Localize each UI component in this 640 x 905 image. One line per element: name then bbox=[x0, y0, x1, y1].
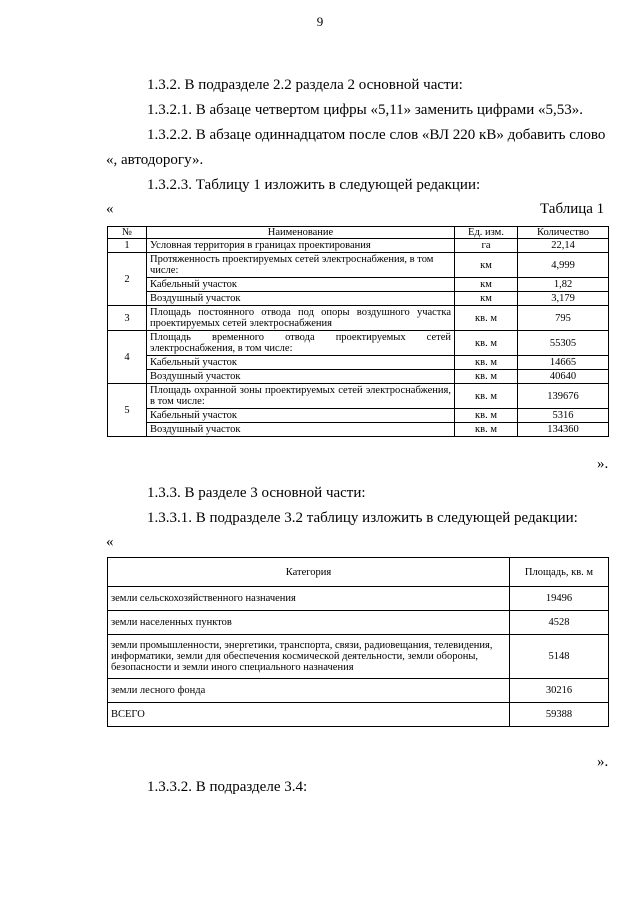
row-unit: га bbox=[455, 239, 518, 253]
table-row bbox=[108, 356, 609, 370]
table-row bbox=[108, 253, 609, 278]
row-area: 30216 bbox=[510, 679, 609, 703]
row-name: Площадь постоянного отвода под опоры воздушного участка проектируемых сетей электроснабжения bbox=[147, 306, 455, 331]
row-qty: 4,999 bbox=[518, 253, 609, 278]
row-unit: кв. м bbox=[455, 356, 518, 370]
row-category: ВСЕГО bbox=[108, 703, 510, 727]
table-row bbox=[108, 587, 609, 611]
header-num: № bbox=[108, 227, 147, 239]
paragraph-1-3-3: 1.3.3. В разделе 3 основной части: bbox=[147, 485, 366, 501]
row-num: 4 bbox=[108, 331, 147, 384]
row-unit: кв. м bbox=[455, 331, 518, 356]
table1-open-quote: « bbox=[106, 201, 114, 217]
table-row bbox=[108, 635, 609, 679]
row-category: земли населенных пунктов bbox=[108, 611, 510, 635]
row-qty: 3,179 bbox=[518, 292, 609, 306]
page-number: 9 bbox=[316, 14, 324, 29]
row-qty: 5316 bbox=[518, 409, 609, 423]
row-unit: кв. м bbox=[455, 384, 518, 409]
table-1 bbox=[107, 226, 609, 437]
paragraph-1-3-3-1: 1.3.3.1. В подразделе 3.2 таблицу изложить в следующей редакции: bbox=[147, 510, 578, 526]
table-row bbox=[108, 679, 609, 703]
row-qty: 22,14 bbox=[518, 239, 609, 253]
row-name: Кабельный участок bbox=[147, 278, 455, 292]
header-unit: Ед. изм. bbox=[455, 227, 518, 239]
row-name: Условная территория в границах проектирования bbox=[147, 239, 455, 253]
row-unit: км bbox=[455, 253, 518, 278]
row-qty: 1,82 bbox=[518, 278, 609, 292]
header-name: Наименование bbox=[147, 227, 455, 239]
row-name: Протяженность проектируемых сетей электроснабжения, в том числе: bbox=[147, 253, 455, 278]
table2-close-quote: ». bbox=[597, 754, 609, 770]
table1-close-quote: ». bbox=[597, 456, 609, 472]
row-unit: км bbox=[455, 292, 518, 306]
row-unit: кв. м bbox=[455, 370, 518, 384]
row-name: Воздушный участок bbox=[147, 370, 455, 384]
row-unit: кв. м bbox=[455, 423, 518, 437]
row-name: Воздушный участок bbox=[147, 423, 455, 437]
table-row bbox=[108, 384, 609, 409]
table-row bbox=[108, 331, 609, 356]
row-num: 1 bbox=[108, 239, 147, 253]
row-num: 2 bbox=[108, 253, 147, 306]
paragraph-1-3-2-3: 1.3.2.3. Таблицу 1 изложить в следующей редакции: bbox=[147, 177, 481, 193]
row-area: 19496 bbox=[510, 587, 609, 611]
row-qty: 795 bbox=[518, 306, 609, 331]
table-header-row bbox=[108, 227, 609, 239]
row-num: 5 bbox=[108, 384, 147, 437]
row-area: 59388 bbox=[510, 703, 609, 727]
row-area: 4528 bbox=[510, 611, 609, 635]
row-name: Кабельный участок bbox=[147, 356, 455, 370]
row-unit: кв. м bbox=[455, 409, 518, 423]
row-name: Площадь охранной зоны проектируемых сетей электроснабжения, в том числе: bbox=[147, 384, 455, 409]
table-row bbox=[108, 611, 609, 635]
row-area: 5148 bbox=[510, 635, 609, 679]
table-row bbox=[108, 703, 609, 727]
paragraph-1-3-3-2: 1.3.3.2. В подразделе 3.4: bbox=[147, 779, 308, 795]
paragraph-1-3-2-2-line1: 1.3.2.2. В абзаце одиннадцатом после слов «ВЛ 220 кВ» добавить слово bbox=[147, 127, 606, 143]
table1-caption: Таблица 1 bbox=[540, 201, 605, 217]
table-header-row bbox=[108, 558, 609, 587]
row-unit: кв. м bbox=[455, 306, 518, 331]
table-row bbox=[108, 409, 609, 423]
row-category: земли сельскохозяйственного назначения bbox=[108, 587, 510, 611]
header-area: Площадь, кв. м bbox=[510, 558, 609, 587]
row-qty: 55305 bbox=[518, 331, 609, 356]
table-row bbox=[108, 239, 609, 253]
table-2 bbox=[107, 557, 609, 727]
header-qty: Количество bbox=[518, 227, 609, 239]
table-row bbox=[108, 370, 609, 384]
row-qty: 40640 bbox=[518, 370, 609, 384]
table-row bbox=[108, 423, 609, 437]
row-category: земли промышленности, энергетики, транспорта, связи, радиовещания, телевидения, информатики, земли для обеспечения космической деятельности, земли обороны, безопасности и земли иного специального назначения bbox=[108, 635, 510, 679]
row-qty: 14665 bbox=[518, 356, 609, 370]
row-name: Воздушный участок bbox=[147, 292, 455, 306]
table-row bbox=[108, 292, 609, 306]
row-category: земли лесного фонда bbox=[108, 679, 510, 703]
table-row bbox=[108, 306, 609, 331]
paragraph-1-3-2-2-line2: «, автодорогу». bbox=[106, 152, 204, 168]
header-category: Категория bbox=[108, 558, 510, 587]
row-qty: 139676 bbox=[518, 384, 609, 409]
row-num: 3 bbox=[108, 306, 147, 331]
row-unit: км bbox=[455, 278, 518, 292]
row-name: Площадь временного отвода проектируемых сетей электроснабжения, в том числе: bbox=[147, 331, 455, 356]
table2-open-quote: « bbox=[106, 534, 114, 550]
row-name: Кабельный участок bbox=[147, 409, 455, 423]
row-qty: 134360 bbox=[518, 423, 609, 437]
table-row bbox=[108, 278, 609, 292]
paragraph-1-3-2: 1.3.2. В подразделе 2.2 раздела 2 основной части: bbox=[147, 77, 463, 93]
paragraph-1-3-2-1: 1.3.2.1. В абзаце четвертом цифры «5,11» заменить цифрами «5,53». bbox=[147, 102, 584, 118]
